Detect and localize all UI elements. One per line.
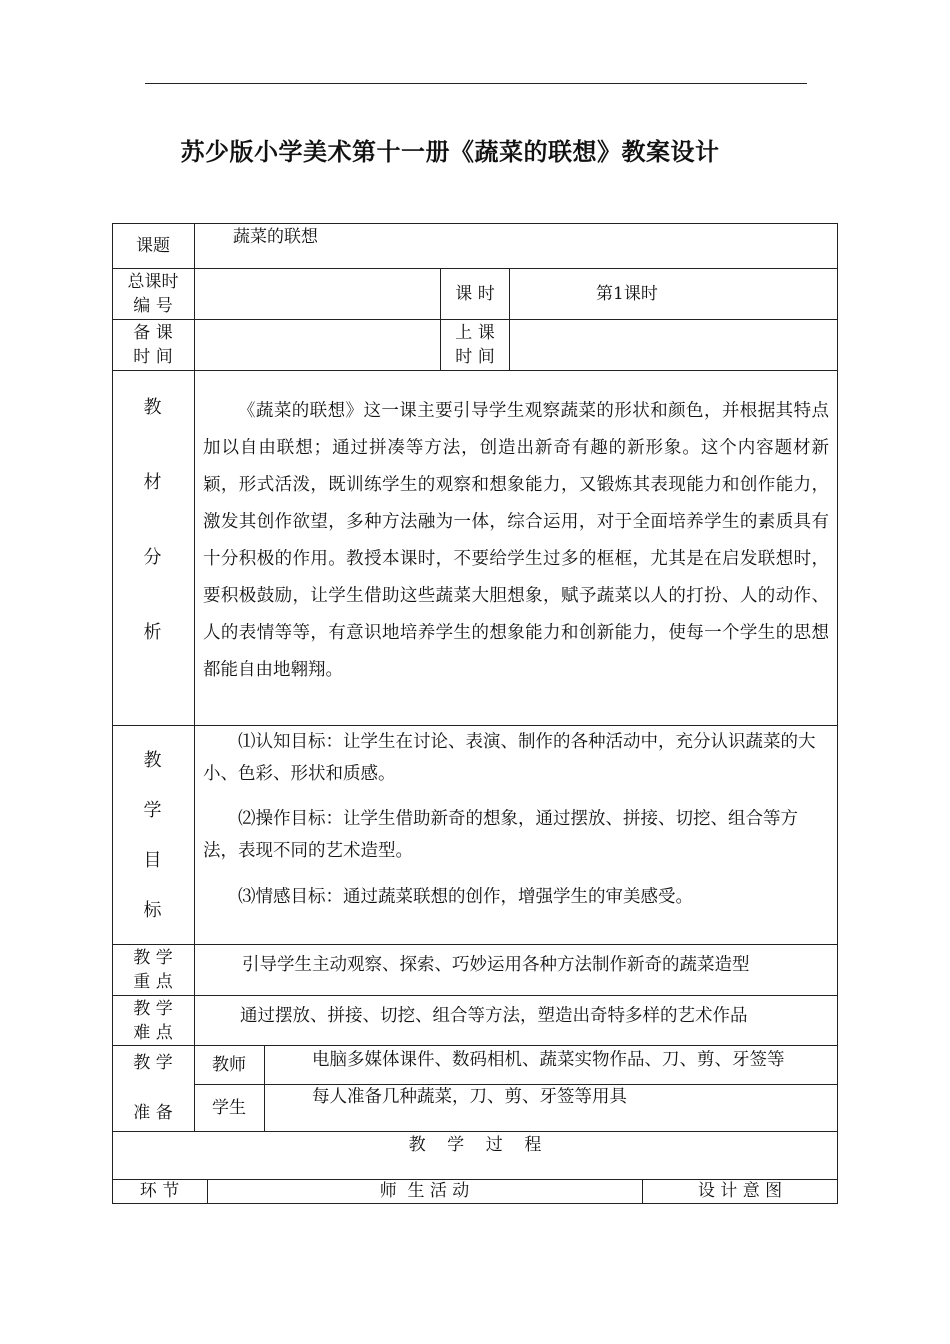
analysis-label-char: 分 [143,547,162,568]
goal-operational: ⑵操作目标：让学生借助新奇的想象，通过摆放、拼接、切挖、组合等方法，表现不同的艺术造型。 [203,809,798,861]
col-divider [194,223,195,1131]
lesson-plan-table [112,223,838,1204]
total-period-label-2: 编 号 [133,296,173,316]
student-label: 学生 [212,1098,246,1118]
student-text: 每人准备几种蔬菜，刀、剪、牙签等用具 [312,1087,627,1107]
total-period-label: 总课时 [127,272,179,292]
difficulty-label: 教 学 [133,999,173,1019]
col-activity-header: 师 生 活 动 [379,1181,470,1201]
goals-label-char: 教 [143,750,162,771]
row-divider [112,995,838,996]
row-divider [112,268,838,269]
difficulty-label-2: 难 点 [133,1023,173,1043]
class-time-label: 上 课 [455,323,495,343]
teacher-label: 教师 [212,1055,246,1075]
row-divider [112,944,838,945]
goals-label-char: 标 [143,900,162,921]
col-intent-header: 设 计 意 图 [697,1181,783,1201]
prep-time-label: 备 课 [133,323,173,343]
topic-value: 蔬菜的联想 [233,227,318,247]
header-rule [145,83,807,84]
col-divider [264,1045,265,1131]
analysis-label-char: 教 [143,397,162,418]
document-title: 苏少版小学美术第十一册《蔬菜的联想》教案设计 [180,138,720,166]
class-time-label-2: 时 间 [455,347,495,367]
analysis-label-char: 析 [143,622,162,643]
row-divider [112,1045,838,1046]
analysis-text: 《蔬菜的联想》这一课主要引导学生观察蔬菜的形状和颜色，并根据其特点加以自由联想；通过拼凑等方法，创造出新奇有趣的新形象。这个内容题材新颖，形式活泼，既训练学生的观察和想象能力，又锻炼其表现能力和创作能力，激发其创作欲望，多种方法融为一体，综合运用，对于全面培养学生的素质具有十分积极的作用。教授本课时，不要给学生过多的框框，尤其是在启发联想时，要积极鼓励，让学生借助这些蔬菜大胆想象，赋予蔬菜以人的打扮、人的动作、人的表情等等，有意识地培养学生的想象能力和创新能力，使每一个学生的思想都能自由地翱翔。 [203,401,829,680]
table-border-right [837,223,838,1204]
goal-cognitive: ⑴认知目标：让学生在讨论、表演、制作的各种活动中，充分认识蔬菜的大小、色彩、形状和质感。 [203,732,816,784]
key-text: 引导学生主动观察、探索、巧妙运用各种方法制作新奇的蔬菜造型 [242,955,750,975]
process-title: 教 学 过 程 [408,1135,542,1155]
prep-time-label-2: 时 间 [133,347,173,367]
prep-label: 教 学 [133,1053,173,1073]
goals-label-char: 学 [143,800,162,821]
analysis-label-char: 材 [143,472,162,493]
key-label: 教 学 [133,948,173,968]
period-value: 第1课时 [596,284,658,304]
teacher-text: 电脑多媒体课件、数码相机、蔬菜实物作品、刀、剪、牙签等 [312,1050,785,1070]
period-label: 课 时 [455,284,495,304]
goal-emotional: ⑶情感目标：通过蔬菜联想的创作，增强学生的审美感受。 [238,887,693,907]
col-stage-header: 环 节 [139,1181,180,1201]
difficulty-text: 通过摆放、拼接、切挖、组合等方法，塑造出奇特多样的艺术作品 [240,1006,748,1026]
prep-label-2: 准 备 [133,1103,173,1123]
goals-label-char: 目 [143,850,162,871]
row-divider [112,370,838,371]
topic-label: 课题 [136,236,170,256]
table-border-top [112,223,838,224]
key-label-2: 重 点 [133,972,173,992]
